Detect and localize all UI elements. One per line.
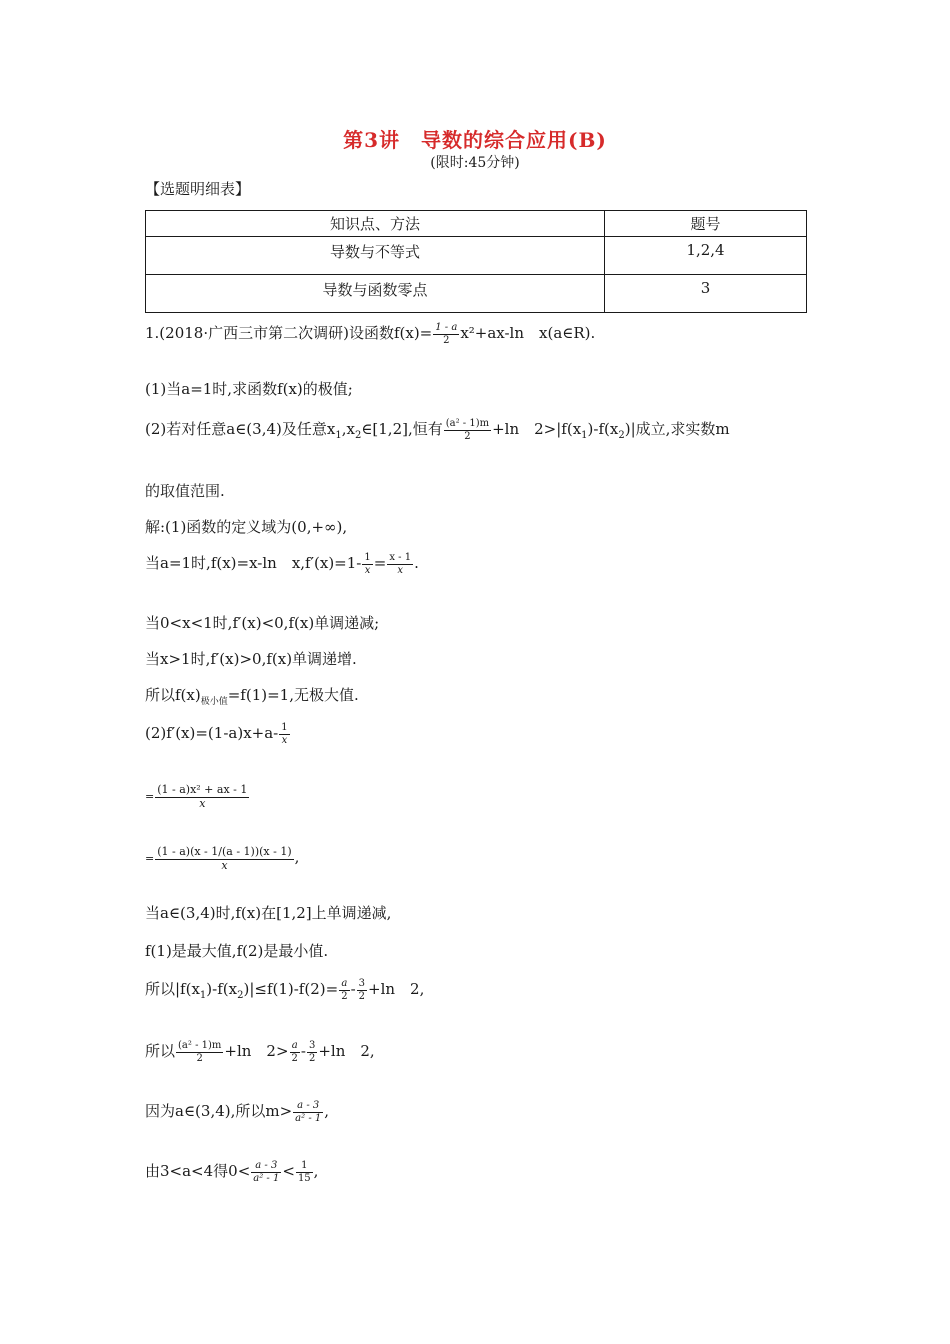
table-cell: 3 [605,275,807,313]
solution-line: (2)f′(x)=(1-a)x+a- $\frac{1}{x}$ [145,722,288,746]
fraction: $\frac{1}{x}$ [281,722,288,746]
table-row [146,237,807,275]
solution-line: 解:(1)函数的定义域为(0,+∞), [145,518,348,536]
solution-line: 因为a∈(3,4),所以m> $\frac{a - 3}{\text{a² - 1}}$ , [145,1100,330,1124]
solution-line: 所以$f(x)_{极小值}=f(1)=1$,无极大值. [145,686,359,707]
table-cell: 导数与不等式 [146,237,605,275]
time-limit: (限时:45分钟) [430,155,520,171]
fraction: $\frac{3}{2}$ [358,978,366,1002]
solution-line: 所以 $\frac{\text{(a² - 1)m}}{2}$ +ln 2> $\frac{a}{2}$ - $\frac{3}{2}$ +ln 2, [145,1040,375,1064]
problem-part-1: (1)当a=1时,求函数f(x)的极值; [145,380,353,398]
page-title: 第3讲 导数的综合应用(B) [343,128,607,152]
problem-part-2-wrap: 的取值范围. [145,482,225,500]
fraction: $\frac{(1 - a)(x - 1/(a - 1))(x - 1)}{x}$ [157,845,292,872]
table-header-row [146,211,807,237]
table-row [146,275,807,313]
fraction: $\frac{\text{(a² - 1)m}}{2}$ [178,1040,222,1064]
fraction: $\frac{a}{2}$ [341,978,348,1002]
solution-line: 当x>1时,f′(x)>0,f(x)单调递增. [145,650,357,668]
fraction: $\frac{1 - a}{2}$ [435,322,458,346]
fraction: $\frac{a - 3}{\text{a² - 1}}$ [295,1100,322,1124]
topic-table [145,210,807,313]
table-cell: 1,2,4 [605,237,807,275]
table-header-cell: 题号 [605,211,807,237]
solution-line: 当a∈(3,4)时,f(x)在[1,2]上单调递减, [145,904,392,922]
table-cell: 导数与函数零点 [146,275,605,313]
fraction: $\frac{1}{15}$ [297,1160,311,1184]
fraction: $\frac{3}{2}$ [308,1040,316,1064]
fraction: $\frac{\text{(a² - 1)m}}{2}$ [445,418,490,442]
section-label: 【选题明细表】 [145,180,251,198]
fraction: $\frac{x - 1}{x}$ [389,552,412,576]
fraction: $\frac{a - 3}{\text{a² - 1}}$ [253,1160,280,1184]
solution-line: = $\frac{\text{(1 - a)x² + ax - 1}}{x}$ [145,783,248,810]
problem-intro: 1.(2018·广西三市第二次调研)设函数f(x)= $\frac{1 - a}{2}$ x²+ax-ln x(a∈R). [145,322,596,346]
solution-line: = $\frac{(1 - a)(x - 1/(a - 1))(x - 1)}{x}$ , [145,845,300,872]
solution-line: 由3<a<4得0< $\frac{a - 3}{\text{a² - 1}}$ < $\frac{1}{15}$ , [145,1160,319,1184]
fraction: $\frac{1}{x}$ [364,552,371,576]
table-header-cell: 知识点、方法 [146,211,605,237]
solution-line: 所以$|f(x_1)-f(x_2)|\le f(1)-f(2)=$ $\frac{a}{2}$ - $\frac{3}{2}$ +ln 2, [145,978,425,1002]
fraction: $\frac{a}{2}$ [291,1040,298,1064]
solution-line: 当a=1时,f(x)=x-ln x,f′(x)=1- $\frac{1}{x}$ = $\frac{x - 1}{x}$ . [145,552,419,576]
solution-line: 当0<x<1时,f′(x)<0,f(x)单调递减; [145,614,380,632]
fraction: $\frac{\text{(1 - a)x² + ax - 1}}{x}$ [157,783,248,810]
problem-part-2: (2)若对任意a∈(3,4)及任意$x_1,x_2\in[1,2]$,恒有 $\frac{\text{(a² - 1)m}}{2}$ +ln $2>|f(x_1)-f(x_2)|$成立,求实数m [145,418,730,442]
solution-line: f(1)是最大值,f(2)是最小值. [145,942,329,960]
